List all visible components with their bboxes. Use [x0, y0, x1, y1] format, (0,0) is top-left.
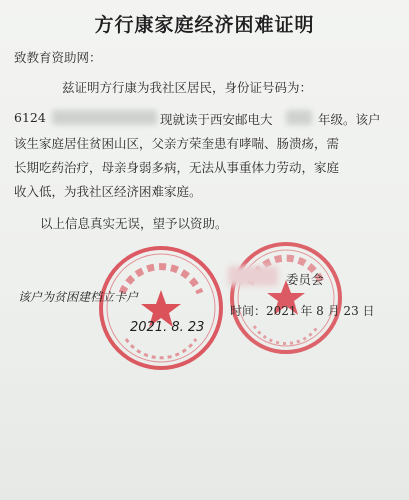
official-seal-left	[96, 243, 226, 373]
body-line-5: 收入低，为我社区经济困难家庭。	[14, 184, 202, 199]
handwritten-note: 该户为贫困建档立卡户	[18, 290, 139, 304]
salutation: 致教育资助网：	[14, 50, 102, 65]
redacted-id-number	[52, 110, 157, 125]
document-title: 方行康家庭经济困难证明	[94, 14, 315, 36]
handwritten-date: 2021. 8. 23	[130, 320, 205, 335]
body-line-4: 长期吃药治疗，母亲身弱多病，无法从事重体力劳动，家庭	[14, 160, 340, 175]
official-seal-right	[228, 240, 344, 356]
body-line-2-suffix: 年级。该户	[318, 112, 381, 127]
redacted-grade	[286, 110, 312, 125]
date-line: 时间：2021 年 8 月 23 日	[230, 304, 375, 318]
committee-label: 委员会	[286, 272, 324, 287]
redacted-committee-name	[228, 266, 278, 286]
body-line-1: 兹证明方行康为我社区居民，身份证号码为：	[62, 80, 313, 95]
body-line-3: 该生家庭居住贫困山区，父亲方荣奎患有哮喘、肠溃疡，需	[14, 136, 340, 151]
body-line-2-prefix: 6124	[14, 110, 46, 125]
body-line-6: 以上信息真实无误，望予以资助。	[40, 216, 228, 231]
body-line-2-middle: 现就读于西安邮电大	[160, 112, 273, 127]
